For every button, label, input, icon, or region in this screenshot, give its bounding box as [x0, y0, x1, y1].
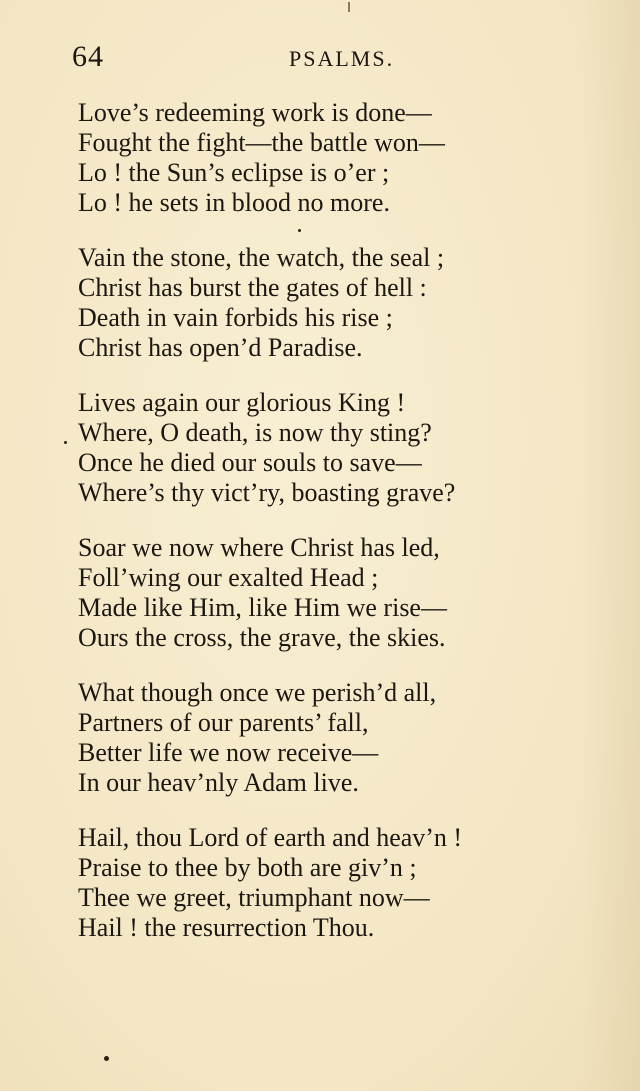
ink-speck — [64, 441, 67, 444]
verse-line: Ours the cross, the grave, the skies. — [78, 623, 446, 652]
verse-line: Once he died our souls to save— — [78, 448, 422, 477]
verse-line: Christ has open’d Paradise. — [78, 333, 363, 362]
stanza-1 — [78, 98, 578, 218]
verse-line: Made like Him, like Him we rise— — [78, 593, 447, 622]
verse-line: Lo ! he sets in blood no more. — [78, 188, 390, 217]
facing-page-bleed — [580, 0, 640, 1091]
verse-line: Vain the stone, the watch, the seal ; — [78, 243, 445, 272]
ink-speck — [298, 229, 301, 232]
verse-line: Better life we now receive— — [78, 738, 379, 767]
verse-line: Hail ! the resurrection Thou. — [78, 913, 375, 942]
verse-line: Lo ! the Sun’s eclipse is o’er ; — [78, 158, 390, 187]
stanza-2 — [78, 243, 578, 363]
page-number: 64 — [72, 40, 104, 73]
verse-line: Foll’wing our exalted Head ; — [78, 563, 379, 592]
verse-line: Where, O death, is now thy sting? — [78, 418, 432, 447]
verse-line: Where’s thy vict’ry, boasting grave? — [78, 478, 456, 507]
stanza-6 — [78, 823, 578, 943]
page-header — [72, 40, 558, 80]
verse-line: Soar we now where Christ has led, — [78, 533, 440, 562]
verse-line: Christ has burst the gates of hell : — [78, 273, 427, 302]
stanza-3 — [78, 388, 578, 508]
page-top-mark — [348, 2, 350, 12]
verse-line: Hail, thou Lord of earth and heav’n ! — [78, 823, 463, 852]
verse-line: Love’s redeeming work is done— — [78, 98, 432, 127]
stanza-5 — [78, 678, 578, 798]
verse-line: Partners of our parents’ fall, — [78, 708, 369, 737]
verse-line: Lives again our glorious King ! — [78, 388, 406, 417]
verse-line: Praise to thee by both are giv’n ; — [78, 853, 417, 882]
stanza-4 — [78, 533, 578, 653]
running-title: PSALMS. — [289, 46, 395, 71]
hymn-text — [78, 98, 578, 968]
verse-line: Death in vain forbids his rise ; — [78, 303, 393, 332]
verse-line: In our heav’nly Adam live. — [78, 768, 359, 797]
ink-speck — [104, 1056, 109, 1061]
verse-line: Thee we greet, triumphant now— — [78, 883, 430, 912]
verse-line: What though once we perish’d all, — [78, 678, 437, 707]
verse-line: Fought the fight—the battle won— — [78, 128, 445, 157]
